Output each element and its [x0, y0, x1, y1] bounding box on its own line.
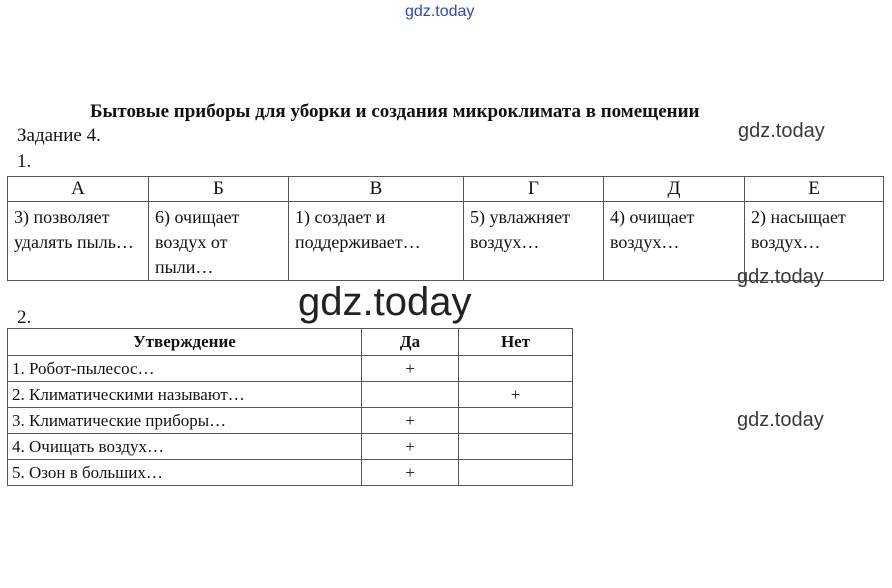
yes-cell: [362, 382, 459, 408]
statement-cell: 3. Климатические приборы…: [8, 408, 362, 434]
no-cell: [459, 434, 573, 460]
watermark-center: gdz.today: [298, 280, 472, 324]
header-no: Нет: [459, 329, 573, 356]
no-cell: [459, 408, 573, 434]
watermark-right-2: gdz.today: [737, 266, 824, 288]
true-false-header-row: [8, 329, 573, 356]
no-cell: +: [459, 382, 573, 408]
header-cell: А: [8, 177, 149, 202]
table-row: [8, 382, 573, 408]
no-cell: [459, 460, 573, 486]
statement-cell: 4. Очищать воздух…: [8, 434, 362, 460]
part2-label: 2.: [17, 307, 32, 328]
yes-cell: +: [362, 460, 459, 486]
table-row: [8, 460, 573, 486]
true-false-table: [7, 328, 573, 486]
yes-cell: +: [362, 434, 459, 460]
header-cell: Б: [149, 177, 289, 202]
table-row: [8, 434, 573, 460]
answer-cell: 5) увлажняет воздух…: [464, 202, 604, 281]
statement-cell: 1. Робот-пылесос…: [8, 356, 362, 382]
header-yes: Да: [362, 329, 459, 356]
yes-cell: +: [362, 408, 459, 434]
watermark-right-3: gdz.today: [737, 409, 824, 431]
header-cell: Д: [604, 177, 745, 202]
table-row: [8, 356, 573, 382]
part1-label: 1.: [17, 151, 32, 172]
header-cell: Е: [745, 177, 884, 202]
answer-cell: 1) создает и поддерживает…: [289, 202, 464, 281]
table-row: [8, 408, 573, 434]
no-cell: [459, 356, 573, 382]
header-statement: Утверждение: [8, 329, 362, 356]
header-cell: В: [289, 177, 464, 202]
watermark-right-1: gdz.today: [738, 120, 825, 142]
answer-cell: 4) очищает воздух…: [604, 202, 745, 281]
answer-cell: 2) насыщает воздух…: [745, 202, 884, 281]
matching-table-header-row: [8, 177, 884, 202]
watermark-top: gdz.today: [405, 3, 475, 20]
statement-cell: 2. Климатическими называют…: [8, 382, 362, 408]
answer-cell: 6) очищает воздух от пыли…: [149, 202, 289, 281]
task-label: Задание 4.: [17, 125, 101, 146]
statement-cell: 5. Озон в больших…: [8, 460, 362, 486]
answer-cell: 3) позволяет удалять пыль…: [8, 202, 149, 281]
header-cell: Г: [464, 177, 604, 202]
yes-cell: +: [362, 356, 459, 382]
document-title: Бытовые приборы для уборки и создания микроклимата в помещении: [90, 101, 700, 122]
